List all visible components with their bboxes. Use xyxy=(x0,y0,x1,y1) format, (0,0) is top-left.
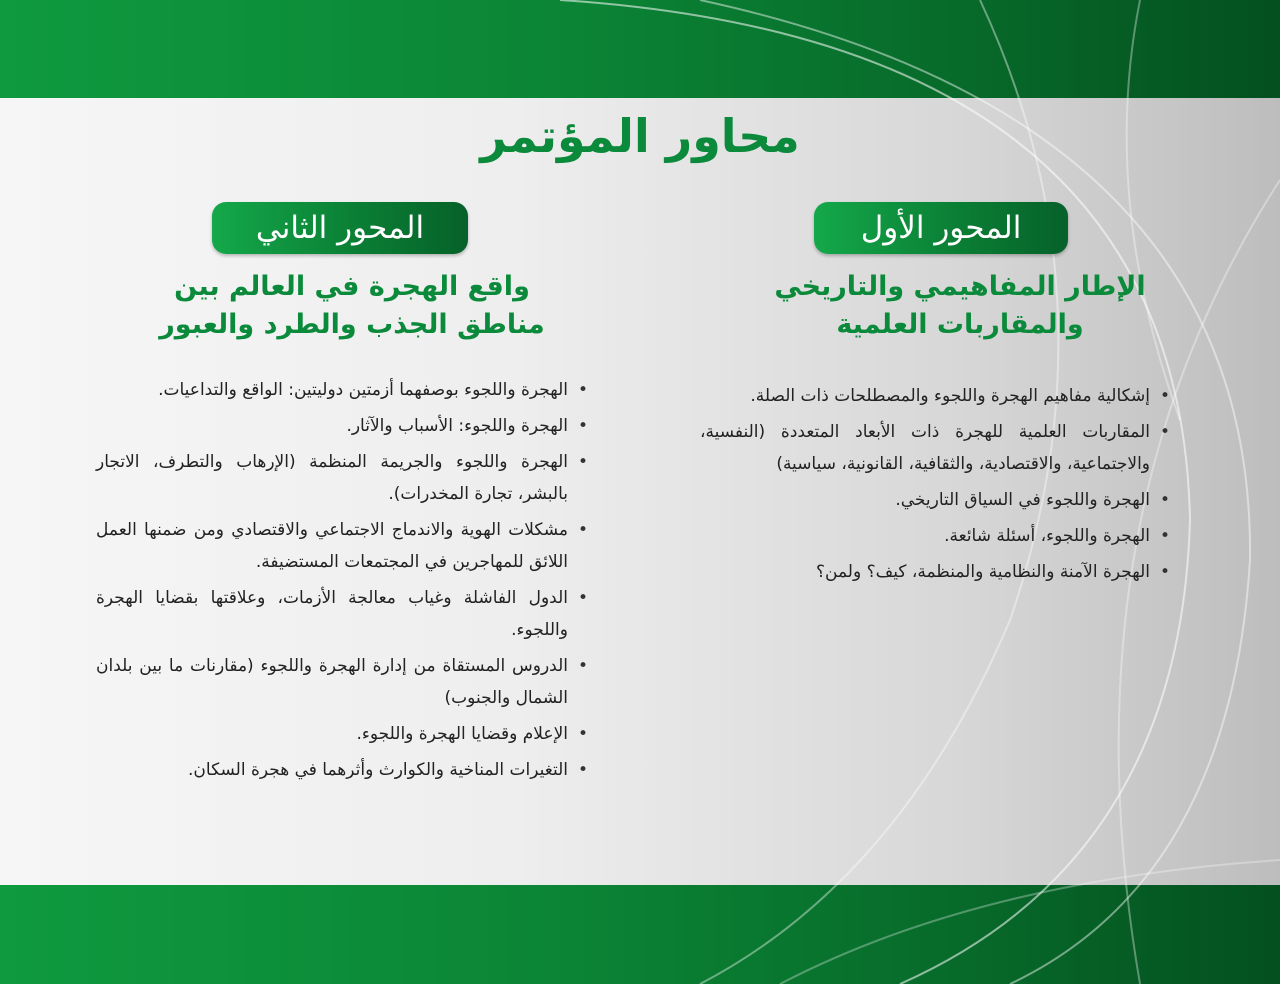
axis-first-items xyxy=(700,380,1170,588)
top-green-band xyxy=(0,0,1280,98)
list-item: • الإعلام وقضايا الهجرة واللجوء. xyxy=(96,718,588,750)
axis-second-subtitle xyxy=(146,268,558,344)
axis-first-subtitle xyxy=(760,268,1160,344)
axis-first-subtitle-line1: الإطار المفاهيمي والتاريخي xyxy=(774,271,1146,302)
axis-first-label: المحور الأول xyxy=(814,202,1068,254)
axis-second-subtitle-line2: مناطق الجذب والطرد والعبور xyxy=(159,309,545,340)
list-item: • الهجرة الآمنة والنظامية والمنظمة، كيف؟ ولمن؟ xyxy=(700,556,1170,588)
axis-second-column xyxy=(96,202,588,790)
list-item: • الهجرة واللجوء والجريمة المنظمة (الإرهاب والتطرف، الاتجار بالبشر، تجارة المخدرات). xyxy=(96,446,588,510)
list-item: • الهجرة واللجوء بوصفهما أزمتين دوليتين: الواقع والتداعيات. xyxy=(96,374,588,406)
list-item: • الدول الفاشلة وغياب معالجة الأزمات، وعلاقتها بقضايا الهجرة واللجوء. xyxy=(96,582,588,646)
list-item: • الهجرة واللجوء: الأسباب والآثار. xyxy=(96,410,588,442)
list-item: • إشكالية مفاهيم الهجرة واللجوء والمصطلحات ذات الصلة. xyxy=(700,380,1170,412)
page-title: محاور المؤتمر xyxy=(480,109,800,163)
list-item: • التغيرات المناخية والكوارث وأثرهما في هجرة السكان. xyxy=(96,754,588,786)
axis-first-column xyxy=(700,202,1170,592)
list-item: • مشكلات الهوية والاندماج الاجتماعي والاقتصادي ومن ضمنها العمل اللائق للمهاجرين في المجتمعات المستضيفة. xyxy=(96,514,588,578)
list-item: • المقاربات العلمية للهجرة ذات الأبعاد المتعددة (النفسية، والاجتماعية، والاقتصادية، والثقافية، القانونية، سياسية) xyxy=(700,416,1170,480)
list-item: • الهجرة واللجوء في السياق التاريخي. xyxy=(700,484,1170,516)
list-item: • الهجرة واللجوء، أسئلة شائعة. xyxy=(700,520,1170,552)
axis-second-subtitle-line1: واقع الهجرة في العالم بين xyxy=(174,271,530,302)
axis-first-subtitle-line2: والمقاربات العلمية xyxy=(836,309,1084,340)
list-item: • الدروس المستقاة من إدارة الهجرة واللجوء (مقارنات ما بين بلدان الشمال والجنوب) xyxy=(96,650,588,714)
bottom-green-band xyxy=(0,885,1280,984)
axis-second-items xyxy=(96,374,588,786)
axis-second-label: المحور الثاني xyxy=(212,202,468,254)
